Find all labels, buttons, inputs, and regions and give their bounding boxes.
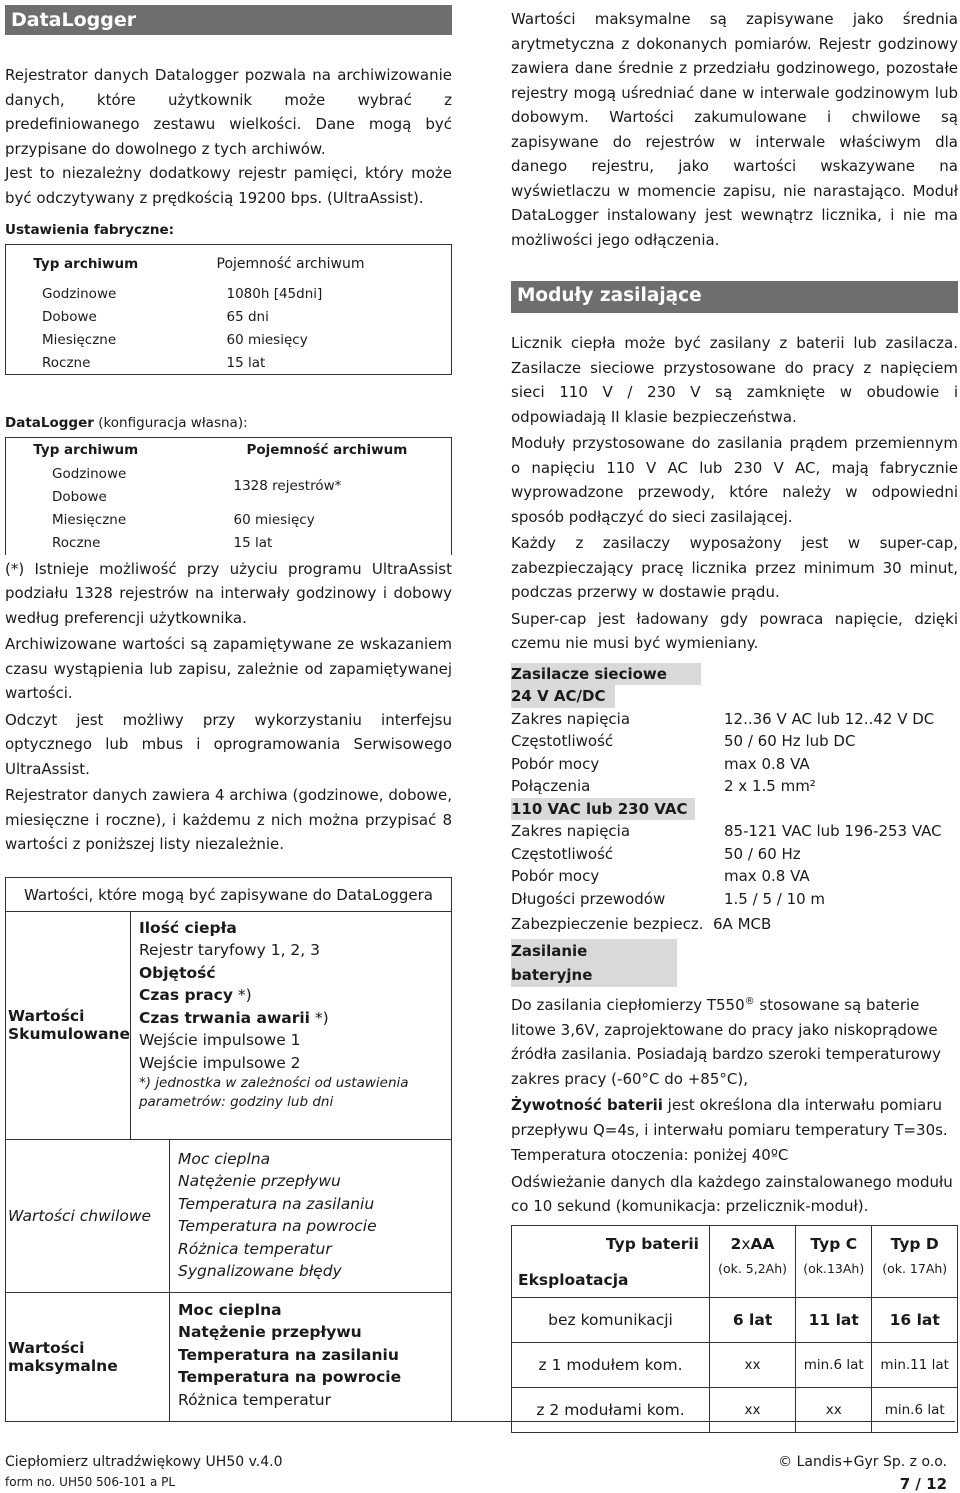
cumulative-item [139,917,451,940]
battery-type-aa: 2xAA (ok. 5,2Ah) [710,1225,796,1297]
spec-value: 12..36 V AC lub 12..42 V DC [724,709,935,728]
battery-row-value: 16 lat [872,1297,958,1342]
ambient-temp: Temperatura otoczenia: poniżej 40ºC [511,1146,789,1164]
footer-product: Ciepłomierz ultradźwiękowy UH50 v.4.0 [5,1454,283,1470]
cumulative-note: *) jednostka w zależności od ustawienia parametrów: godziny lub dni [138,1075,409,1110]
supercap-paragraph: Każdy z zasilaczy wyposażony jest w super-cap, zabezpieczający pracę licznika przez minimum 30 minut, podczas przerwy w dostawie prądu. [511,534,958,601]
battery-row-value: xx [710,1342,796,1387]
max-item: Moc cieplna [178,1300,282,1319]
spec-value: 50 / 60 Hz lub DC [724,732,856,750]
battery-row-value: min.6 lat [872,1387,958,1432]
battery-paragraph: Do zasilania ciepłomierzy T550® stosowane są baterie litowe 3,6V, zaprojektowane do pracy jako niskoprądowe źródła zasilania. Posiadają bardzo szeroki temperaturowy zakres pracy (-60°C do +85°C), [511,996,942,1088]
custom-col-type: Typ archiwum [6,438,166,463]
max-item: Różnica temperatur [178,1390,332,1409]
spec-row [511,843,958,866]
cumulative-item-suffix: *) [310,1008,329,1027]
custom-row-type: Dobowe [6,486,166,509]
instant-item: Natężenie przepływu [178,1172,341,1190]
fuse-value: 6A MCB [713,915,772,933]
cumulative-list [131,912,451,1139]
power-modules-title: Moduły zasilające [511,281,958,313]
cumulative-row [6,912,451,1139]
custom-settings-table [5,437,452,555]
cumulative-item-label: Objętość [138,963,216,982]
intro-paragraph: Rejestrator danych Datalogger pozwala na archiwizowanie danych, które użytkownik może wybrać z predefiniowanego zestawu wielkości. Dane mogą być przypisane do dowolnego z tych archiwów. [5,66,452,158]
spec-row [511,753,958,776]
instant-list [170,1140,377,1292]
refresh-paragraph: Odświeżanie danych dla każdego zainstalowanego modułu co 10 sekund (komunikacja: przelicznik-moduł). [511,1172,953,1215]
spec-row [511,708,958,731]
factory-row-capacity: 65 dni [166,306,452,329]
cumulative-item [139,939,451,962]
factory-row-type: Dobowe [6,306,166,329]
factory-col-capacity: Pojemność archiwum [166,245,452,283]
spec-label: Zakres napięcia [511,709,631,728]
cumulative-item [139,984,451,1007]
instant-item: Temperatura na powrocie [178,1217,377,1235]
custom-row-capacity: 60 miesięcy [166,509,452,532]
spec-row [511,820,958,843]
supercap-paragraph-2: Super-cap jest ładowany gdy powraca napięcie, dzięki czemu nie musi być wymieniany. [511,609,958,652]
battery-type-label: Typ baterii [605,1234,699,1253]
cumulative-item-label: Wejście impulsowe 1 [138,1031,301,1049]
archive-paragraph: Archiwizowane wartości są zapamiętywane ze wskazaniem czasu wystąpienia lub zapisu, zależnie od zapamiętywanej wartości. [5,635,452,702]
spec-value: max 0.8 VA [724,754,810,773]
spec-label: Pobór mocy [511,867,600,885]
custom-row-type: Godzinowe [6,463,166,486]
right-column [511,0,958,1433]
battery-heading: Zasilanie bateryjne [511,939,677,987]
readout-paragraph: Odczyt jest możliwy przy wykorzystaniu interfejsu optycznego lub mbus i oprogramowania Serwisowego UltraAssist. [5,710,452,778]
battery-row-label: bez komunikacji [512,1297,710,1342]
archives-paragraph: Rejestrator danych zawiera 4 archiwa (godzinowe, dobowe, miesięczne i roczne), i każdemu z nich można przypisać 8 wartości z poniższej listy niezależnie. [5,786,452,853]
max-item: Temperatura na powrocie [178,1368,402,1386]
cumulative-item-label: Czas pracy [138,986,233,1004]
power-paragraph: Licznik ciepła może być zasilany z baterii lub zasilacza. Zasilacze sieciowe przystosowane do pracy z napięciem sieci 110 V / 230 V są zamknięte w obudowie i odpowiadają II klasie bezpieczeństwa. [511,334,958,426]
ac-paragraph: Moduły przystosowane do zasilania prądem przemiennym o napięciu 110 V AC lub 230 V AC, mają fabrycznie wyprowadzone przewody, które należy w odpowiedni sposób podłączyć do sieci zasilającej. [511,434,958,526]
footer-rule [5,1421,955,1422]
spec-label: Zakres napięcia [511,822,631,840]
spec-value: 50 / 60 Hz [724,844,801,863]
battery-row-label: z 1 modułem kom. [512,1342,710,1387]
cumulative-item-label: Wejście impulsowe 2 [138,1053,301,1072]
spec-label: Pobór mocy [511,754,600,773]
footer-row-2 [5,1475,955,1493]
cumulative-item [139,1007,451,1030]
factory-row-type: Godzinowe [6,283,166,306]
footer-row-1 [5,1454,955,1470]
custom-merged-capacity: 1328 rejestrów* [166,463,452,509]
factory-settings-table [5,244,452,375]
instant-row [6,1139,451,1292]
instant-item: Moc cieplna [178,1149,271,1168]
cumulative-item [139,1052,451,1075]
spec-value: max 0.8 VA [724,867,810,885]
footnote: (*) Istnieje możliwość przy użyciu programu UltraAssist podziału 1328 rejestrów na interwały godzinowy i dobowy według preferencji użytkownika. [5,559,452,627]
battery-row-value: xx [796,1387,872,1432]
custom-row-type: Roczne [6,532,166,555]
max-item: Temperatura na zasilaniu [178,1345,399,1364]
custom-row-type: Miesięczne [6,509,166,532]
custom-row-capacity: 15 lat [166,532,452,555]
ac110-heading: 110 VAC lub 230 VAC [511,798,695,821]
battery-row-value: min.11 lat [872,1342,958,1387]
max-label: Wartości maksymalne [6,1293,170,1421]
battery-type-c: Typ C (ok.13Ah) [796,1225,872,1297]
instant-item: Sygnalizowane błędy [178,1262,342,1280]
intro-paragraph-2: Jest to niezależny dodatkowy rejestr pamięci, który może być odczytywany z prędkością 19200 bps. (UltraAssist). [5,164,452,207]
cumulative-item-label: Ilość ciepła [138,918,237,937]
battery-type-d: Typ D (ok. 17Ah) [872,1225,958,1297]
cumulative-label: Wartości Skumulowane [6,912,131,1139]
spec-row [511,888,958,911]
spec-label: Częstotliwość [511,844,614,863]
battery-row [512,1342,958,1387]
values-table [5,877,452,1422]
battery-row [512,1297,958,1342]
spec-row [511,865,958,888]
instant-item: Różnica temperatur [178,1239,332,1258]
ac24-specs [511,708,958,798]
mains-heading: Zasilacze sieciowe [511,663,701,686]
spec-value: 85-121 VAC lub 196-253 VAC [724,822,942,840]
spec-value: 1.5 / 5 / 10 m [724,889,826,908]
battery-life-paragraph: Żywotność baterii jest określona dla interwału pomiaru przepływu Q=4s, i interwału pomiaru temperatury T=30s. [511,1096,948,1139]
factory-row-capacity: 15 lat [166,352,452,375]
left-column [5,0,452,1422]
cumulative-item [139,962,451,985]
instant-label: Wartości chwilowe [6,1140,170,1292]
factory-row-type: Miesięczne [6,329,166,352]
factory-row-capacity: 60 miesięcy [166,329,452,352]
cumulative-item-suffix: *) [232,986,252,1004]
datalogger-title: DataLogger [5,5,452,35]
custom-settings-heading: DataLogger (konfiguracja własna): [5,415,248,431]
footer-form-number: form no. UH50 506-101 a PL [5,1475,176,1489]
battery-corner-cell [512,1225,710,1297]
max-item: Natężenie przepływu [178,1323,362,1341]
spec-value: 2 x 1.5 mm² [724,777,816,795]
factory-row-capacity: 1080h [45dni] [166,283,452,306]
max-list [170,1293,401,1421]
ac110-specs [511,820,958,910]
ac24-heading: 24 V AC/DC [511,685,615,708]
spec-row [511,775,958,798]
spec-label: Długości przewodów [511,889,666,908]
spec-row [511,730,958,753]
fuse-label: Zabezpieczenie bezpiecz. [511,915,704,933]
instant-item: Temperatura na zasilaniu [178,1194,375,1213]
operation-label: Eksploatacja [518,1270,629,1289]
registered-mark: ® [744,996,755,1007]
max-row [6,1292,451,1421]
factory-settings-heading: Ustawienia fabryczne: [5,222,174,238]
cumulative-item-label: Rejestr taryfowy 1, 2, 3 [138,941,321,959]
fuse-row [511,912,958,937]
cumulative-item-label: Czas trwania awarii [138,1008,310,1027]
values-table-title: Wartości, które mogą być zapisywane do DataLoggera [6,878,451,912]
battery-row [512,1387,958,1432]
custom-col-capacity: Pojemność archiwum [166,438,452,463]
factory-col-type: Typ archiwum [6,245,166,283]
footer-page-number: 7 / 12 [899,1475,947,1493]
footer-copyright: © Landis+Gyr Sp. z o.o. [778,1454,947,1470]
spec-label: Połączenia [511,777,591,795]
battery-row-value: 11 lat [796,1297,872,1342]
battery-row-value: min.6 lat [796,1342,872,1387]
battery-row-value: 6 lat [710,1297,796,1342]
spec-label: Częstotliwość [511,732,614,750]
battery-table [511,1225,958,1433]
battery-row-value: xx [710,1387,796,1432]
max-values-paragraph: Wartości maksymalne są zapisywane jako średnia arytmetyczna z dokonanych pomiarów. Rejestr godzinowy zawiera dane średnie z przedziału godzinowego, pozostałe rejestry mogą uśredniać dane w interwale godzinowym lub dobowym. Wartości zakumulowane i chwilowe są zapisywane do rejestrów w interwale właściwym dla danego rejestru, jako wartości wskazywane na wyświetlaczu w momencie zapisu, nie narastająco. Moduł DataLogger instalowany jest wewnątrz licznika, i nie ma możliwości jego odłączenia. [511,10,958,249]
factory-row-type: Roczne [6,352,166,375]
cumulative-item [139,1029,451,1052]
battery-row-label: z 2 modułami kom. [512,1387,710,1432]
